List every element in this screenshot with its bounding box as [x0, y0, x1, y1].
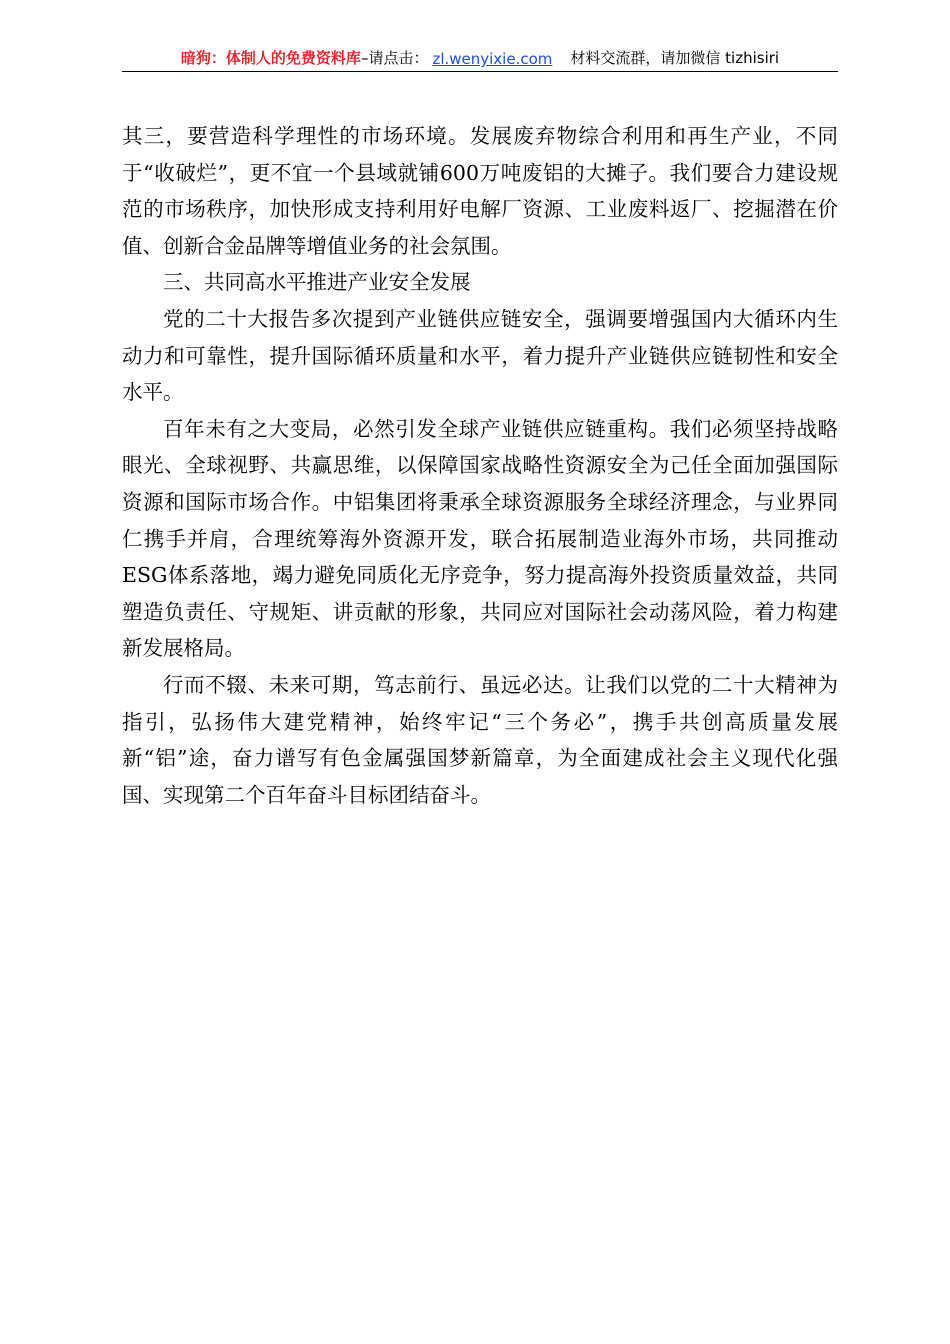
- paragraph: 百年未有之大变局，必然引发全球产业链供应链重构。我们必须坚持战略眼光、全球视野、共赢思维，以保障国家战略性资源安全为己任全面加强国际资源和国际市场合作。中铝集团将秉承全球资源服务全球经济理念，与业界同仁携手并肩，合理统筹海外资源开发，联合拓展制造业海外市场，共同推动ESG体系落地，竭力避免同质化无序竞争，努力提高海外投资质量效益，共同塑造负责任、守规矩、讲贡献的形象，共同应对国际社会动荡风险，着力构建新发展格局。: [122, 416, 838, 661]
- section-heading: 三、共同高水平推进产业安全发展: [163, 270, 471, 295]
- paragraph: 行而不辍、未来可期，笃志前行、虽远必达。让我们以党的二十大精神为指引，弘扬伟大建党精神，始终牢记“三个务必”，携手共创高质量发展新“铝”途，奋力谱写有色金属强国梦新篇章，为全面建成社会主义现代化强国、实现第二个百年奋斗目标团结奋斗。: [122, 672, 838, 807]
- paragraph: 党的二十大报告多次提到产业链供应链安全，强调要增强国内大循环内生动力和可靠性，提升国际循环质量和水平，着力提升产业链供应链韧性和安全水平。: [122, 306, 838, 405]
- header-link[interactable]: zl.wenyixie.com: [432, 50, 553, 68]
- document-body: [122, 118, 838, 813]
- paragraph-continuation: 其三，要营造科学理性的市场环境。发展废弃物综合利用和再生产业，不同于“收破烂”，更不宜一个县域就铺600万吨废铝的大摊子。我们要合力建设规范的市场秩序，加快形成支持利用好电解厂资源、工业废料返厂、挖掘潜在价值、创新合金品牌等增值业务的社会氛围。: [122, 124, 838, 258]
- header-brand: 暗狗：体制人的免费资料库: [180, 49, 361, 67]
- header-prompt: –请点击：: [360, 49, 429, 67]
- page-header: [122, 44, 838, 72]
- header-group-text: 材料交流群，请加微信 tizhisiri: [570, 49, 780, 67]
